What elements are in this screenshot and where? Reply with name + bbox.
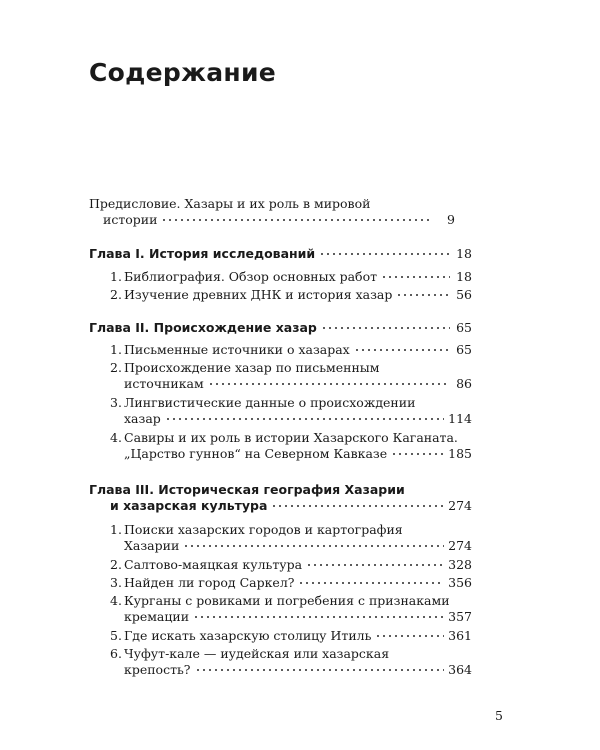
toc-chapter-3[interactable] bbox=[89, 482, 472, 514]
toc-item[interactable] bbox=[110, 269, 472, 285]
leader-dots bbox=[391, 453, 444, 455]
toc-item[interactable] bbox=[110, 575, 472, 591]
item-number: 3. bbox=[110, 575, 122, 590]
chapter-heading-line1: Глава III. Историческая география Хазарии bbox=[89, 482, 405, 497]
chapter-heading: Глава II. Происхождение хазар bbox=[89, 320, 317, 335]
item-number: 1. bbox=[110, 269, 122, 284]
leader-dots bbox=[195, 669, 445, 671]
leader-dots bbox=[161, 219, 433, 221]
toc-page-number: 65 bbox=[456, 342, 472, 357]
item-title: Изучение древних ДНК и история хазар bbox=[124, 287, 393, 302]
item-title: Библиография. Обзор основных работ bbox=[124, 269, 378, 284]
toc-page-number: 185 bbox=[448, 446, 472, 461]
item-title: Найден ли город Саркел? bbox=[124, 575, 295, 590]
toc-item[interactable] bbox=[110, 430, 472, 462]
toc-page-number: 274 bbox=[448, 498, 472, 513]
leader-dots bbox=[396, 294, 450, 296]
toc-page-number: 361 bbox=[448, 628, 472, 643]
toc-page-number: 18 bbox=[456, 269, 472, 284]
leader-dots bbox=[183, 545, 444, 547]
leader-dots bbox=[208, 383, 450, 385]
toc-preface-line1: Предисловие. Хазары и их роль в мировой bbox=[89, 196, 371, 211]
toc-item[interactable] bbox=[110, 593, 472, 625]
leader-dots bbox=[298, 582, 444, 584]
leader-dots bbox=[381, 276, 450, 278]
toc-page-number: 86 bbox=[456, 376, 472, 391]
toc-page-number: 18 bbox=[456, 246, 472, 261]
item-number: 2. bbox=[110, 287, 122, 302]
item-title: Где искать хазарскую столицу Итиль bbox=[124, 628, 372, 643]
item-title: источникам bbox=[124, 376, 204, 391]
item-title: Чуфут-кале — иудейская или хазарская bbox=[124, 646, 390, 661]
item-number: 3. bbox=[110, 395, 122, 410]
toc-item[interactable] bbox=[110, 522, 472, 554]
item-title: Происхождение хазар по письменным bbox=[124, 360, 380, 375]
leader-dots bbox=[319, 253, 450, 255]
page-folio-number: 5 bbox=[495, 708, 503, 723]
item-title: Салтово-маяцкая культура bbox=[124, 557, 303, 572]
item-number: 6. bbox=[110, 646, 122, 661]
toc-preface[interactable] bbox=[89, 196, 455, 228]
toc-item[interactable] bbox=[110, 646, 472, 678]
toc-page-number: 9 bbox=[447, 212, 455, 227]
item-title: Поиски хазарских городов и картография bbox=[124, 522, 403, 537]
toc-item[interactable] bbox=[110, 342, 472, 358]
leader-dots bbox=[306, 564, 444, 566]
item-title: Савиры и их роль в истории Хазарского Каганата. bbox=[124, 430, 458, 445]
item-title: „Царство гуннов“ на Северном Кавказе bbox=[124, 446, 388, 461]
leader-dots bbox=[375, 635, 444, 637]
toc-item[interactable] bbox=[110, 557, 472, 573]
item-title: Лингвистические данные о происхождении bbox=[124, 395, 416, 410]
item-number: 1. bbox=[110, 342, 122, 357]
toc-item[interactable] bbox=[110, 360, 472, 392]
leader-dots bbox=[354, 349, 450, 351]
item-title: Курганы с ровиками и погребения с признаками bbox=[124, 593, 450, 608]
item-number: 5. bbox=[110, 628, 122, 643]
item-number: 4. bbox=[110, 430, 122, 445]
leader-dots bbox=[193, 616, 444, 618]
item-title: Хазарии bbox=[124, 538, 180, 553]
page-title: Содержание bbox=[89, 58, 277, 87]
item-title: кремации bbox=[124, 609, 190, 624]
toc-page-number: 357 bbox=[448, 609, 472, 624]
toc-page-number: 56 bbox=[456, 287, 472, 302]
leader-dots bbox=[321, 327, 450, 329]
leader-dots bbox=[165, 418, 444, 420]
toc-page-number: 65 bbox=[456, 320, 472, 335]
item-title: хазар bbox=[124, 411, 161, 426]
toc-page-number: 364 bbox=[448, 662, 472, 677]
toc-chapter-2[interactable] bbox=[89, 320, 472, 336]
toc-item[interactable] bbox=[110, 628, 472, 644]
chapter-heading: Глава I. История исследований bbox=[89, 246, 316, 261]
toc-item[interactable] bbox=[110, 395, 472, 427]
item-title: крепость? bbox=[124, 662, 191, 677]
toc-page-number: 114 bbox=[448, 411, 472, 426]
item-title: Письменные источники о хазарах bbox=[124, 342, 350, 357]
item-number: 2. bbox=[110, 557, 122, 572]
toc-item[interactable] bbox=[110, 287, 472, 303]
toc-page-number: 356 bbox=[448, 575, 472, 590]
toc-preface-line2: истории bbox=[103, 212, 158, 227]
toc-page-number: 328 bbox=[448, 557, 472, 572]
item-number: 1. bbox=[110, 522, 122, 537]
toc-page-number: 274 bbox=[448, 538, 472, 553]
chapter-heading-line2: и хазарская культура bbox=[110, 498, 268, 513]
leader-dots bbox=[271, 505, 444, 507]
toc-chapter-1[interactable] bbox=[89, 246, 472, 262]
item-number: 2. bbox=[110, 360, 122, 375]
item-number: 4. bbox=[110, 593, 122, 608]
